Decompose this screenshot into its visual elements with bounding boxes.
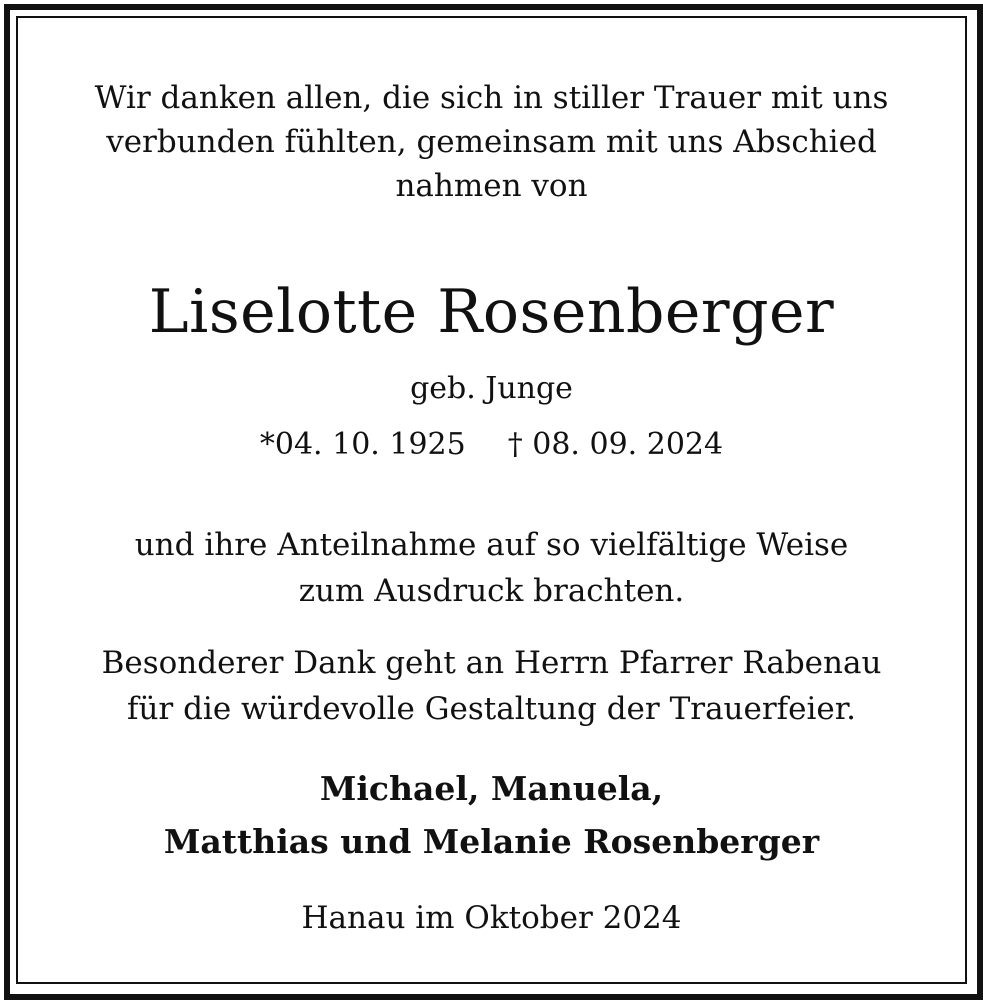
- intro-line-1: Wir danken allen, die sich in stiller Trauer mit uns: [94, 80, 889, 116]
- obituary-notice: [20, 20, 963, 980]
- intro-line-2: verbunden fühlten, gemeinsam mit uns Abschied: [106, 124, 877, 160]
- death-date: † 08. 09. 2024: [507, 427, 724, 462]
- deceased-name: Liselotte Rosenberger: [148, 277, 835, 347]
- signers-line-2: Matthias und Melanie Rosenberger: [163, 822, 820, 861]
- intro-line-3: nahmen von: [395, 168, 588, 204]
- thanks-line-1: Besonderer Dank geht an Herrn Pfarrer Rabenau: [101, 645, 882, 681]
- birth-date: *04. 10. 1925: [259, 427, 466, 462]
- condolence-line-2: zum Ausdruck brachten.: [298, 573, 685, 609]
- life-dates: [20, 425, 963, 465]
- signers-line-1: Michael, Manuela,: [319, 769, 664, 808]
- birth-name: geb. Junge: [410, 371, 573, 406]
- condolence-line-1: und ihre Anteilnahme auf so vielfältige Weise: [134, 527, 849, 563]
- place-date: Hanau im Oktober 2024: [301, 900, 682, 936]
- thanks-line-2: für die würdevolle Gestaltung der Trauerfeier.: [126, 691, 857, 727]
